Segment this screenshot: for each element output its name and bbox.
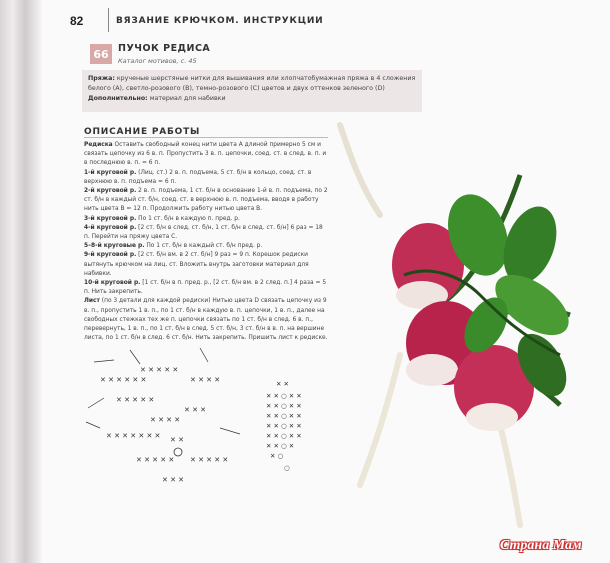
svg-text:✕ ✕: ✕ ✕ <box>276 380 289 388</box>
instruction-label: 9-й круговой р. <box>84 252 137 259</box>
radish-bunch-photo <box>320 115 610 535</box>
svg-text:✕ ✕ ○ ✕ ✕: ✕ ✕ ○ ✕ ✕ <box>266 432 302 440</box>
svg-text:✕ ✕ ✕ ✕ ✕: ✕ ✕ ✕ ✕ ✕ <box>116 396 155 404</box>
svg-text:✕ ✕ ✕: ✕ ✕ ✕ <box>162 476 185 484</box>
instruction-body: [1 ст. б/н в п. пред. р., [2 ст. б/н вм. в 2 след. п.] 4 раза = 5 п. Нить закрепить. <box>84 280 327 296</box>
extra-text: материал для набивки <box>147 95 226 102</box>
instruction-body: (Лиц. ст.) 2 в. п. подъема, 5 ст. б/н в кольцо, соед. ст. в верхнюю в. п. подъема = 6 п. <box>84 169 312 185</box>
materials-box <box>82 70 422 112</box>
svg-text:✕ ✕ ✕ ✕ ✕ ✕: ✕ ✕ ✕ ✕ ✕ ✕ <box>100 376 147 384</box>
instruction-paragraph <box>84 215 330 224</box>
instruction-label: 4-й круговой р. <box>84 224 137 231</box>
svg-text:✕ ✕ ✕: ✕ ✕ ✕ <box>184 406 207 414</box>
svg-text:✕ ✕ ✕ ✕: ✕ ✕ ✕ ✕ <box>190 376 221 384</box>
motif-number-badge: 66 <box>90 44 112 64</box>
instruction-body: [2 ст. б/н вм. в 2 ст. б/н] 9 раз = 9 п. Корешок редиски вытянуть крючком на лиц. ст. Вложить внутрь заготовки материал для набивки. <box>84 252 309 277</box>
instruction-label: Лист <box>84 298 100 305</box>
svg-text:○: ○ <box>284 464 290 472</box>
catalog-reference: Каталог мотивов, с. 45 <box>118 57 197 65</box>
svg-text:✕ ✕ ○ ✕: ✕ ✕ ○ ✕ <box>266 442 295 450</box>
svg-text:✕ ✕ ○ ✕ ✕: ✕ ✕ ○ ✕ ✕ <box>266 412 302 420</box>
instruction-body: [2 ст. б/н в след. ст. б/н, 1 ст. б/н в след. ст. б/н] 6 раз = 18 п. Перейти на пряжу цвета C. <box>84 224 323 241</box>
instruction-label: 2-й круговой р. <box>84 188 137 195</box>
section-title: ВЯЗАНИЕ КРЮЧКОМ. ИНСТРУКЦИИ <box>116 16 324 26</box>
instruction-paragraph <box>84 279 330 297</box>
description-heading: ОПИСАНИЕ РАБОТЫ <box>84 127 201 137</box>
heading-rule <box>84 137 328 138</box>
instruction-paragraph <box>84 169 330 187</box>
svg-text:✕ ✕ ✕ ✕ ✕: ✕ ✕ ✕ ✕ ✕ <box>190 456 229 464</box>
instruction-paragraph <box>84 141 330 169</box>
book-spine <box>0 0 42 563</box>
instruction-paragraph <box>84 187 330 215</box>
instruction-label: 10-й круговой р. <box>84 280 141 287</box>
instruction-body: 2 в. п. подъема, 1 ст. б/н в основание 1-й в. п. подъема, по 2 ст. б/н в каждый ст. б/н, соед. ст. в верхнюю в. п. подъема, вводя в работу нить цвета В = 12 п. Продолжить работу нитью цвета B. <box>84 188 328 213</box>
instruction-label: 5–8-й круговые р. <box>84 243 145 250</box>
svg-text:✕ ✕: ✕ ✕ <box>170 436 184 444</box>
svg-text:✕ ✕ ✕ ✕ ✕: ✕ ✕ ✕ ✕ ✕ <box>140 366 179 374</box>
instruction-label: Редиска <box>84 142 113 148</box>
leaf-crochet-diagram <box>262 378 312 478</box>
svg-text:✕ ✕ ○ ✕ ✕: ✕ ✕ ○ ✕ ✕ <box>266 392 302 400</box>
instruction-body: По 1 ст. б/н в каждый ст. б/н пред. р. <box>144 243 263 250</box>
yarn-text: крученые шерстяные нитки для вышивания или хлопчатобумажная пряжа в 4 сложения белого (А), светло-розового (В), темно-розового (С) цветов и двух оттенков зеленого (D) <box>88 75 416 92</box>
yarn-label: Пряжа: <box>88 75 115 82</box>
extra-label: Дополнительно: <box>88 95 148 102</box>
instruction-body: Оставить свободный конец нити цвета А длиной примерно 5 см и связать цепочку из 6 в. п. Пропустить 3 в. п. цепочки, соед. ст. в след. в. п. и в последнюю в. п. = 6 п. <box>84 142 327 167</box>
instruction-paragraph <box>84 224 330 242</box>
svg-text:✕ ✕ ✕ ✕ ✕: ✕ ✕ ✕ ✕ ✕ <box>136 456 175 464</box>
instruction-paragraph <box>84 297 330 343</box>
svg-text:✕ ✕ ✕ ✕ ✕ ✕ ✕: ✕ ✕ ✕ ✕ ✕ ✕ ✕ <box>106 432 161 440</box>
instructions-text <box>84 141 330 343</box>
svg-text:✕ ○: ✕ ○ <box>270 452 284 460</box>
instruction-body: (по 3 детали для каждой редиски) Нитью цвета D связать цепочку из 9 в. п., пропустить 1 в. п., по 1 ст. б/н в каждую в. п. цепочки, 1 в. п., далее на свободных стежках тех же п. цепочки связать по 1 ст. б/н в след. 6 в. п., перевернуть, 1 в. п., по 1 ст. б/н в след. 5 ст. б/н, 3 ст. б/н в в. п. на вершине листа, по 1 ст. б/н в след. 6 ст. б/н. Нить закрепить. Пришить лист к редиске. <box>84 298 328 342</box>
instruction-label: 1-й круговой р. <box>84 169 137 176</box>
instruction-paragraph <box>84 251 330 279</box>
page-number: 82 <box>70 14 84 28</box>
svg-text:✕ ✕ ✕ ✕: ✕ ✕ ✕ ✕ <box>150 416 181 424</box>
motif-title: ПУЧОК РЕДИСА <box>118 43 211 54</box>
svg-text:✕ ✕ ○ ✕ ✕: ✕ ✕ ○ ✕ ✕ <box>266 402 302 410</box>
instruction-label: 3-й круговой р. <box>84 215 137 222</box>
instruction-body: По 1 ст. б/н в каждую п. пред. р. <box>136 215 240 222</box>
header-divider <box>108 8 109 32</box>
radish-crochet-diagram <box>80 342 260 502</box>
watermark: Страна Мам <box>500 538 582 553</box>
instruction-paragraph <box>84 242 330 251</box>
svg-text:✕ ✕ ○ ✕ ✕: ✕ ✕ ○ ✕ ✕ <box>266 422 302 430</box>
